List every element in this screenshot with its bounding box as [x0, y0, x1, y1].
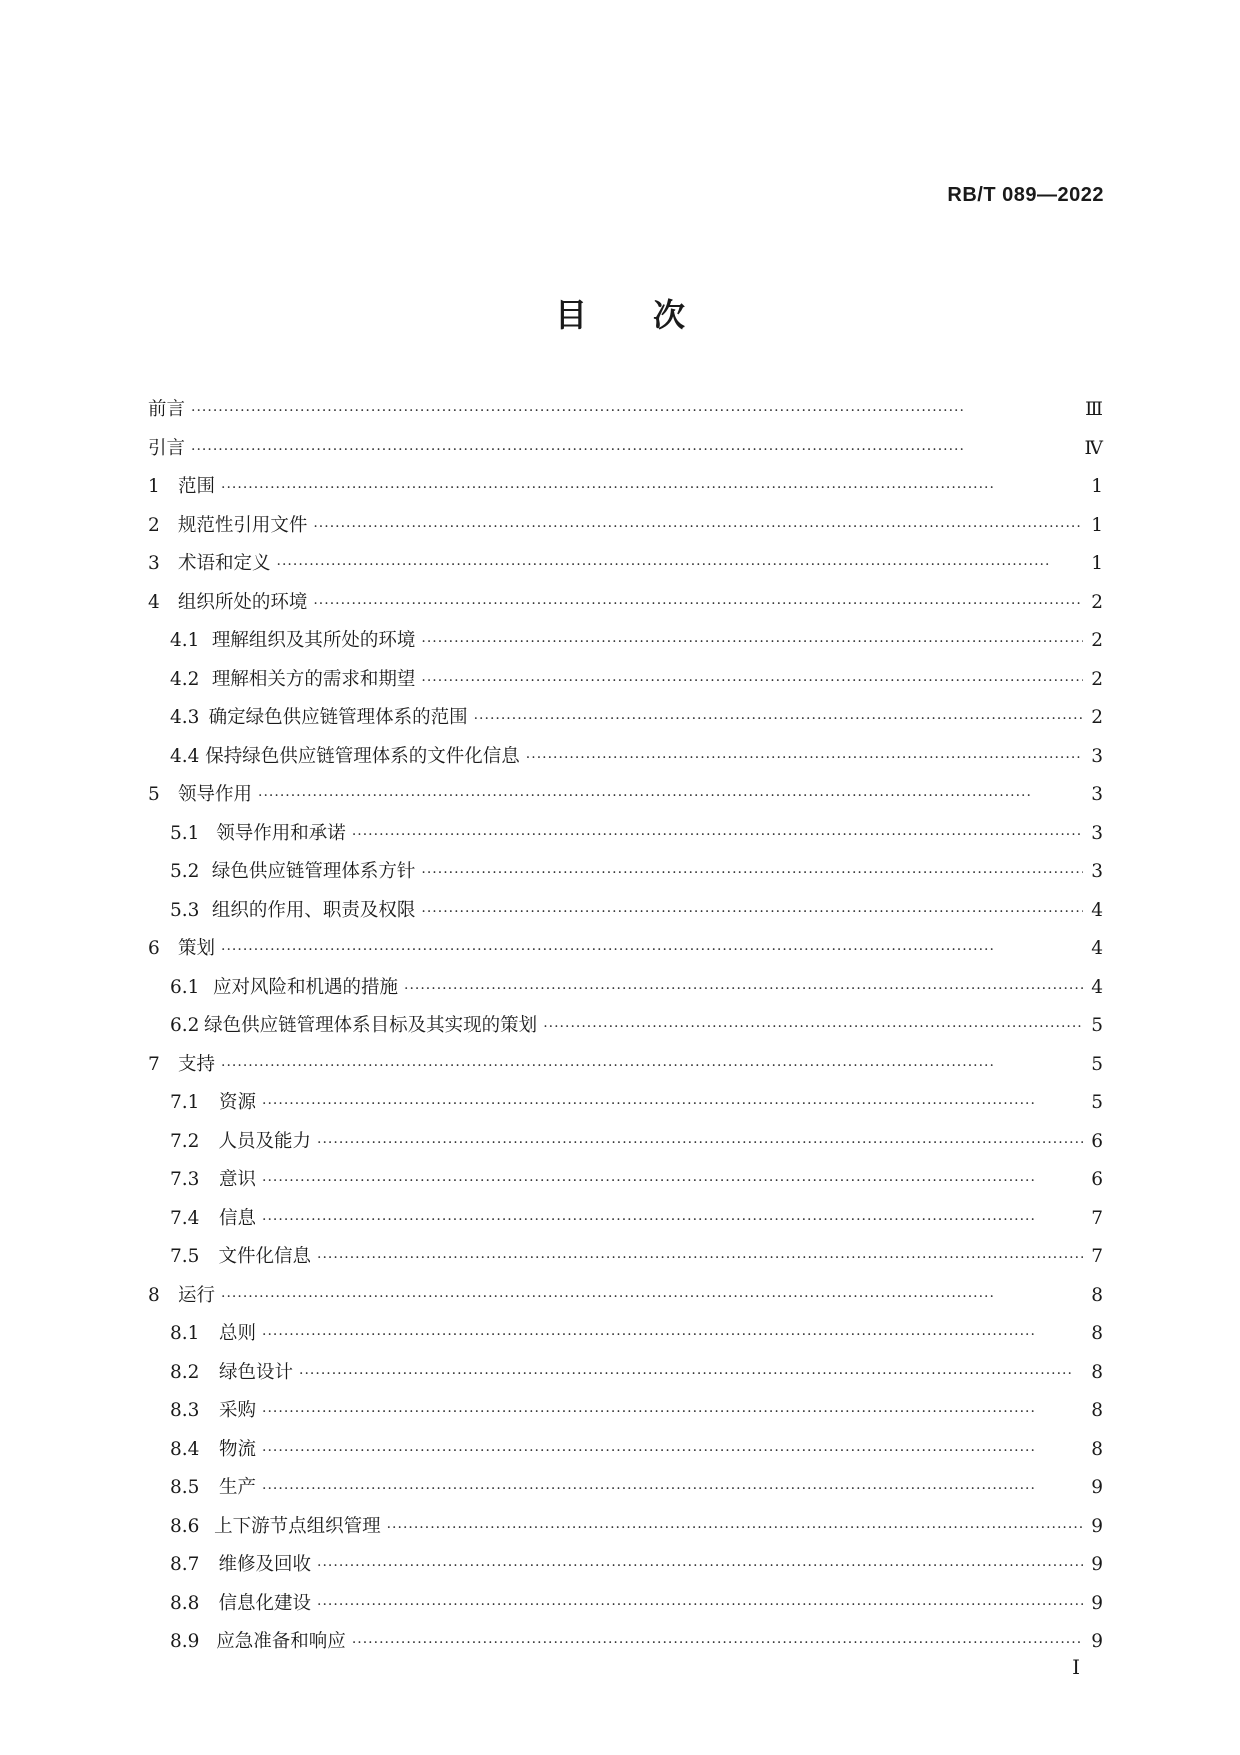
toc-entry[interactable]	[148, 1046, 1103, 1085]
toc-entry-page: 8	[1091, 1361, 1103, 1383]
toc-entry[interactable]	[148, 430, 1103, 469]
toc-entry-page: 3	[1091, 822, 1103, 844]
toc-dot-leader	[313, 508, 1083, 547]
toc-dot-leader	[526, 739, 1083, 778]
toc-entry[interactable]	[148, 391, 1103, 430]
toc-entry-page: 1	[1091, 514, 1103, 536]
toc-dot-leader	[474, 700, 1083, 739]
toc-dot-leader	[404, 970, 1083, 1009]
toc-entry[interactable]	[148, 1315, 1103, 1354]
toc-entry-number: 3	[148, 553, 160, 574]
toc-dot-leader	[191, 392, 1079, 431]
toc-entry-label: 组织的作用、职责及权限	[211, 899, 416, 921]
toc-entry-label: 应对风险和机遇的措施	[212, 976, 398, 998]
toc-entry[interactable]	[148, 1277, 1103, 1316]
toc-dot-leader	[221, 931, 1083, 970]
toc-entry-page: 8	[1091, 1323, 1103, 1344]
toc-entry[interactable]	[148, 584, 1103, 623]
toc-entry-page: 9	[1091, 1477, 1103, 1498]
toc-dot-leader	[221, 1047, 1083, 1086]
toc-entry-page: 2	[1091, 668, 1103, 690]
toc-dot-leader	[299, 1355, 1083, 1394]
toc-entry-number: 6.2	[170, 1015, 200, 1036]
toc-entry[interactable]	[148, 815, 1103, 854]
toc-entry-page: 1	[1091, 553, 1103, 574]
toc-dot-leader	[352, 816, 1083, 855]
toc-dot-leader	[421, 854, 1083, 893]
toc-entry-number: 5	[148, 784, 160, 805]
toc-dot-leader	[317, 1547, 1083, 1586]
toc-entry-label: 物流	[219, 1438, 257, 1460]
toc-entry-page: 4	[1091, 976, 1103, 998]
toc-entry-label: 领导作用	[178, 784, 253, 805]
toc-entry-number: 5.3	[170, 899, 200, 921]
toc-dot-leader	[221, 1278, 1083, 1317]
toc-title-char: 目	[554, 296, 587, 334]
toc-entry-number: 4	[148, 591, 160, 613]
toc-dot-leader	[262, 1470, 1083, 1509]
toc-entry[interactable]	[148, 738, 1103, 777]
toc-entry[interactable]	[148, 1084, 1103, 1123]
toc-dot-leader	[421, 893, 1083, 932]
toc-entry-label: 维修及回收	[218, 1554, 312, 1575]
toc-entry-page: 5	[1091, 1053, 1103, 1075]
toc-entry[interactable]	[148, 1007, 1103, 1046]
toc-dot-leader	[262, 1201, 1083, 1240]
toc-title	[0, 290, 1240, 336]
toc-entry-page: 1	[1091, 476, 1103, 497]
toc-entry-page: 5	[1091, 1015, 1103, 1036]
toc-entry-label: 引言	[148, 437, 186, 459]
toc-entry-page: 3	[1091, 784, 1103, 805]
toc-entry[interactable]	[148, 1354, 1103, 1393]
toc-dot-leader	[262, 1393, 1083, 1432]
toc-entry-number: 8	[148, 1284, 160, 1306]
toc-entry-label: 信息化建设	[218, 1592, 312, 1614]
toc-entry-label: 理解组织及其所处的环境	[211, 630, 416, 651]
toc-entry-label: 策划	[178, 938, 216, 959]
toc-entry-number: 7.5	[170, 1246, 200, 1267]
toc-entry-label: 绿色设计	[219, 1361, 294, 1383]
toc-entry[interactable]	[148, 1469, 1103, 1508]
toc-entry-label: 理解相关方的需求和期望	[211, 668, 416, 690]
toc-entry[interactable]	[148, 1238, 1103, 1277]
toc-entry-label: 文件化信息	[218, 1246, 312, 1267]
toc-entry-page: 9	[1091, 1631, 1103, 1652]
toc-dot-leader	[387, 1509, 1083, 1548]
toc-dot-leader	[258, 777, 1083, 816]
toc-entry-page: 4	[1091, 899, 1103, 921]
toc-dot-leader	[262, 1316, 1083, 1355]
toc-entry-page: 6	[1091, 1169, 1103, 1190]
toc-entry-page: 8	[1091, 1438, 1103, 1460]
toc-entry[interactable]	[148, 1623, 1103, 1662]
toc-entry-label: 绿色供应链管理体系方针	[211, 861, 416, 882]
toc-entry-page: 3	[1091, 745, 1103, 767]
toc-entry[interactable]	[148, 1200, 1103, 1239]
toc-title-char: 次	[653, 296, 686, 334]
toc-entry-number: 8.3	[170, 1400, 200, 1421]
toc-entry[interactable]	[148, 622, 1103, 661]
toc-entry-label: 保持绿色供应链管理体系的文件化信息	[205, 745, 520, 767]
toc-entry-page: 4	[1091, 938, 1103, 959]
toc-entry-page: 8	[1091, 1400, 1103, 1421]
toc-entry[interactable]	[148, 1431, 1103, 1470]
toc-entry-page: 9	[1091, 1592, 1103, 1614]
toc-entry[interactable]	[148, 545, 1103, 584]
toc-entry-page: 7	[1091, 1246, 1103, 1267]
toc-entry-label: 确定绿色供应链管理体系的范围	[208, 707, 468, 728]
toc-dot-leader	[277, 546, 1083, 585]
toc-entry-number: 4.1	[170, 630, 200, 651]
toc-entry-number: 8.9	[170, 1631, 200, 1652]
toc-entry-page: 6	[1091, 1130, 1103, 1152]
toc-entry[interactable]	[148, 853, 1103, 892]
toc-entry-number: 7	[148, 1053, 160, 1075]
toc-entry-page: 9	[1091, 1554, 1103, 1575]
toc-dot-leader	[317, 1586, 1083, 1625]
toc-entry-number: 5.2	[170, 861, 200, 882]
toc-dot-leader	[191, 431, 1079, 470]
toc-entry-number: 8.1	[170, 1323, 200, 1344]
toc-entry-number: 8.2	[170, 1361, 200, 1383]
toc-entry-number: 8.5	[170, 1477, 200, 1498]
toc-entry-number: 8.6	[170, 1515, 200, 1537]
toc-entry-number: 7.3	[170, 1169, 200, 1190]
toc-entry-page: 8	[1091, 1284, 1103, 1306]
toc-entry-number: 6.1	[170, 976, 200, 998]
toc-entry-number: 7.4	[170, 1207, 200, 1229]
toc-entry-label: 领导作用和承诺	[216, 822, 346, 844]
toc-dot-leader	[262, 1162, 1083, 1201]
toc-entry-label: 生产	[219, 1477, 257, 1498]
toc-entry-number: 7.2	[170, 1130, 200, 1152]
toc-entry[interactable]	[148, 507, 1103, 546]
toc-entry-page: 2	[1091, 707, 1103, 728]
toc-entry-label: 上下游节点组织管理	[214, 1515, 381, 1537]
toc-entry[interactable]	[148, 776, 1103, 815]
toc-entry-number: 1	[148, 476, 160, 497]
toc-entry-label: 信息	[219, 1207, 257, 1229]
toc-dot-leader	[352, 1624, 1083, 1663]
toc-entry-number: 6	[148, 938, 160, 959]
toc-dot-leader	[421, 623, 1083, 662]
toc-entry[interactable]	[148, 1161, 1103, 1200]
toc-entry-page: 5	[1091, 1092, 1103, 1113]
toc-dot-leader	[221, 469, 1083, 508]
toc-entry-label: 前言	[148, 399, 186, 420]
toc-entry-number: 4.3	[170, 707, 200, 728]
toc-dot-leader	[317, 1124, 1083, 1163]
toc-entry-label: 运行	[178, 1284, 216, 1306]
toc-entry[interactable]	[148, 699, 1103, 738]
toc-entry-label: 支持	[178, 1053, 216, 1075]
toc-entry[interactable]	[148, 1508, 1103, 1547]
toc-entry[interactable]	[148, 1392, 1103, 1431]
toc-entry-number: 4.4	[170, 745, 200, 767]
toc-list	[148, 391, 1103, 1662]
toc-entry-page: 3	[1091, 861, 1103, 882]
toc-entry-number: 2	[148, 514, 160, 536]
toc-entry-number: 5.1	[170, 822, 200, 844]
toc-entry-label: 意识	[219, 1169, 257, 1190]
toc-entry[interactable]	[148, 969, 1103, 1008]
toc-entry-page: Ⅳ	[1084, 437, 1103, 459]
toc-dot-leader	[317, 1239, 1083, 1278]
toc-entry-page: 2	[1091, 630, 1103, 651]
toc-dot-leader	[262, 1085, 1083, 1124]
toc-entry[interactable]	[148, 468, 1103, 507]
toc-entry-number: 7.1	[170, 1092, 200, 1113]
toc-dot-leader	[313, 585, 1083, 624]
toc-entry[interactable]	[148, 1585, 1103, 1624]
toc-entry[interactable]	[148, 661, 1103, 700]
toc-dot-leader	[543, 1008, 1083, 1047]
toc-entry-number: 4.2	[170, 668, 200, 690]
toc-dot-leader	[262, 1432, 1083, 1471]
toc-entry[interactable]	[148, 930, 1103, 969]
document-code: RB/T 089—2022	[947, 184, 1104, 206]
toc-entry-page: 9	[1091, 1515, 1103, 1537]
toc-entry-page: Ⅲ	[1085, 399, 1103, 420]
toc-entry[interactable]	[148, 1546, 1103, 1585]
toc-entry[interactable]	[148, 1123, 1103, 1162]
toc-entry[interactable]	[148, 892, 1103, 931]
toc-dot-leader	[421, 662, 1083, 701]
toc-entry-label: 范围	[178, 476, 216, 497]
toc-entry-label: 规范性引用文件	[177, 514, 308, 536]
toc-entry-label: 应急准备和响应	[216, 1631, 346, 1652]
toc-entry-label: 绿色供应链管理体系目标及其实现的策划	[204, 1015, 538, 1036]
toc-entry-number: 8.7	[170, 1554, 200, 1575]
toc-entry-label: 采购	[219, 1400, 257, 1421]
toc-entry-page: 2	[1091, 591, 1103, 613]
toc-entry-label: 人员及能力	[218, 1130, 312, 1152]
toc-entry-number: 8.4	[170, 1438, 200, 1460]
toc-entry-label: 组织所处的环境	[177, 591, 308, 613]
toc-entry-label: 术语和定义	[178, 553, 271, 574]
toc-entry-page: 7	[1091, 1207, 1103, 1229]
toc-entry-number: 8.8	[170, 1592, 200, 1614]
toc-entry-label: 总则	[219, 1323, 257, 1344]
page-number: I	[1072, 1655, 1080, 1679]
toc-entry-label: 资源	[219, 1092, 257, 1113]
